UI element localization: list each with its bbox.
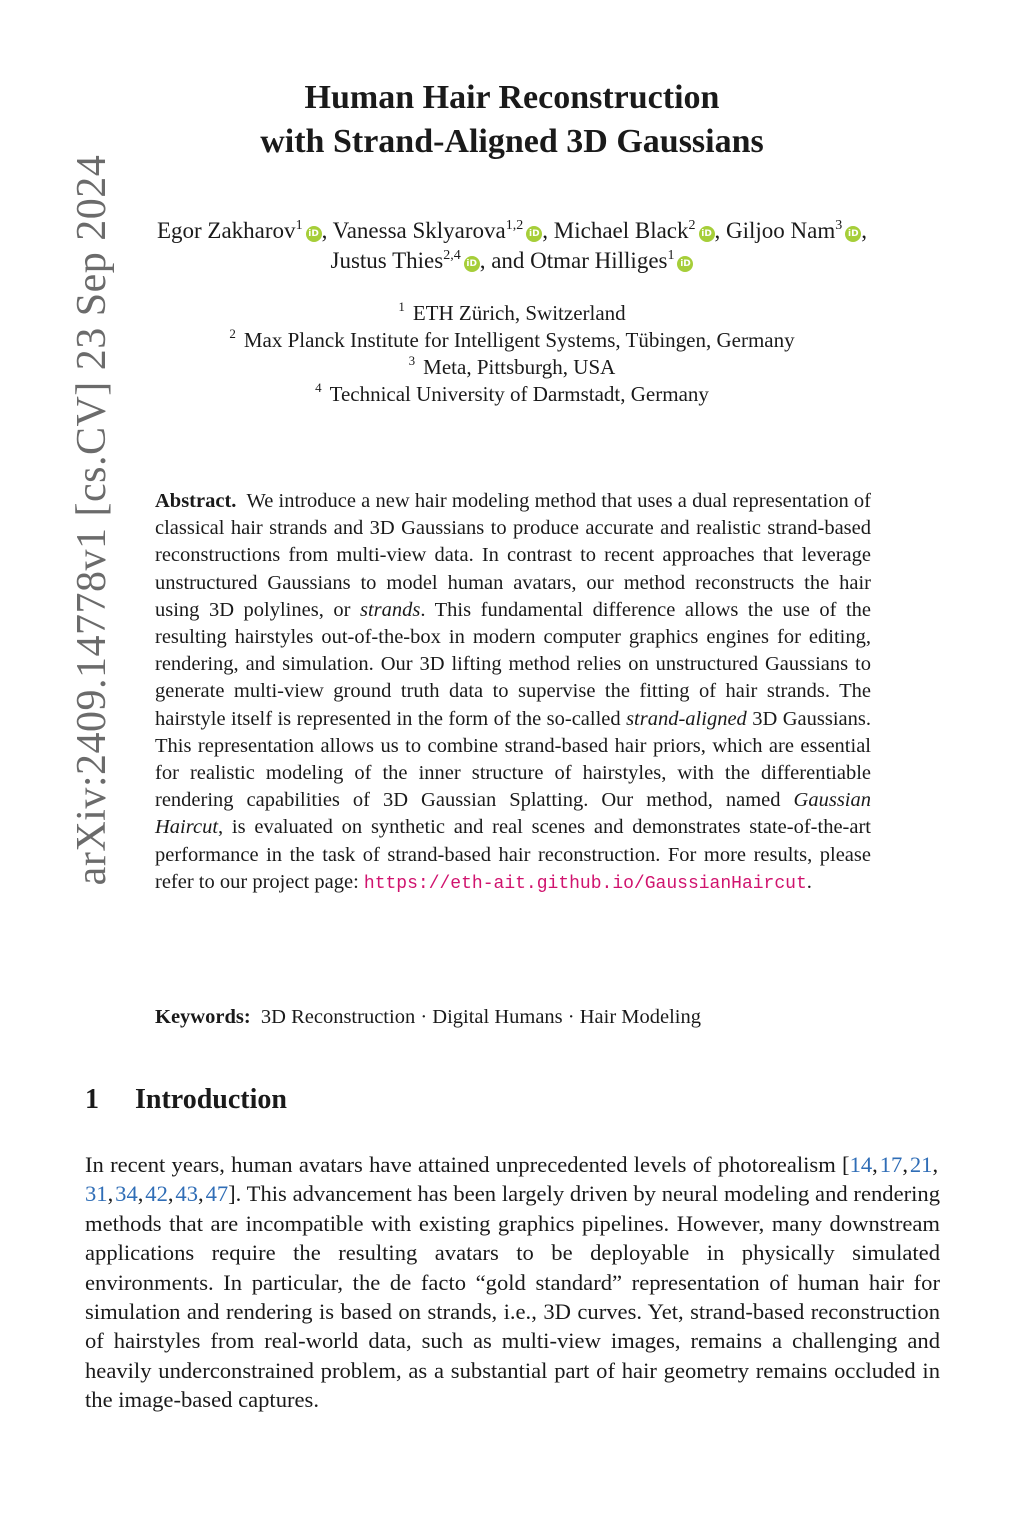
author-affil-sup: 2,4 [443,248,461,263]
section-heading [85,1082,945,1118]
abstract-text: , is evaluated on synthetic and real scenes and demonstrates state-of-the-art performance in the task of strand-based hair reconstruction. For more results, please refer to our project page: [155,816,871,893]
intro-text: In recent years, human avatars have attained unprecedented levels of photorealism [ [85,1152,850,1177]
author-separator: , [861,218,868,243]
project-page-link[interactable]: https://eth-ait.github.io/GaussianHaircut [363,873,807,894]
abstract-text: 3D Gaussians. This representation allows us to combine strand-based hair priors, which are essential for realistic modeling of the inner structure of hairstyles, with the differentiable rendering capabilities of 3D Gaussian Splatting. Our method, named [155,707,871,812]
affiliation-text: ETH Zürich, Switzerland [412,301,626,325]
section-number: 1 [85,1084,99,1115]
keywords [155,1004,871,1031]
affiliation [0,354,1024,381]
author-separator: , [321,218,333,243]
affiliation [0,381,1024,408]
orcid-icon[interactable]: iD [845,226,861,242]
title-line-2: with Strand-Aligned 3D Gaussians [260,123,764,160]
author-separator: , [714,218,727,243]
author-line-2 [0,246,1024,276]
affiliation-number: 3 [408,353,416,368]
affiliation-text: Max Planck Institute for Intelligent Systems, Tübingen, Germany [243,328,795,352]
citation-link[interactable]: 14 [849,1152,873,1177]
abstract [155,488,871,898]
paper-title [0,76,1024,164]
title-line-1: Human Hair Reconstruction [304,79,720,116]
orcid-icon[interactable]: iD [677,256,693,272]
author-name: Giljoo Nam [726,218,836,243]
citation-link[interactable]: 42 [145,1181,168,1207]
affiliation [0,327,1024,354]
affiliation-text: Meta, Pittsburgh, USA [423,355,616,379]
orcid-icon[interactable]: iD [306,226,322,242]
author-affil-sup: 2 [688,218,696,233]
author-name: and Otmar Hilliges [491,248,668,273]
affiliation-text: Technical University of Darmstadt, Germany [329,382,709,406]
abstract-end: . [806,870,812,893]
author-separator: , [542,218,554,243]
keywords-text: 3D Reconstruction · Digital Humans · Hair Modeling [260,1006,702,1028]
abstract-text: . This fundamental difference allows the use of the resulting hairstyles out-of-the-box in modern computer graphics engines for editing, rendering, and simulation. Our 3D lifting method relies on unstructured Gaussians to generate multi-view ground truth data to supervise the fitting of hair strands. The hairstyle itself is represented in the form of the so-called [155,598,871,730]
arxiv-identifier: arXiv:2409.14778v1 [cs.CV] 23 Sep 2024 [69,154,115,886]
intro-paragraph: In recent years, human avatars have attained unprecedented levels of photorealism [14, 17, 21, 31, 34, 42, 43, 47]. This advancement has been largely driven by neural modeling and rendering methods that are incompatible with existing graphics pipelines. However, many downstream applications require the resulting avatars to be deployable in physically simulated environments. In particular, the de facto “gold standard” representation of human hair for simulation and rendering is based on strands, i.e., 3D curves. Yet, strand-based reconstruction of hairstyles from real-world data, such as multi-view images, remains a challenging and heavily underconstrained problem, as a substantial part of hair geometry remains occluded in the image-based captures. [85,1152,940,1413]
citation-link[interactable]: 43 [175,1181,199,1207]
affiliation-number: 2 [229,326,236,341]
abstract-text: We introduce a new hair modeling method that uses a dual representation of classical hair strands and 3D Gaussians to produce accurate and realistic strand-based reconstructions from multi-view data. In contrast to recent approaches that leverage unstructured Gaussians to model human avatars, our method reconstructs the hair using 3D polylines, or [155,490,871,621]
author-affil-sup: 1,2 [505,218,524,233]
citation-link[interactable]: 47 [205,1181,229,1207]
abstract-emphasis: strands [359,598,421,621]
author-affil-sup: 3 [835,218,843,233]
citation-link[interactable]: 34 [115,1181,138,1207]
abstract-emphasis: Gaussian Haircut [155,789,871,839]
author-name: Justus Thies [330,248,444,273]
author-list [0,216,1024,276]
author-affil-sup: 1 [295,218,303,233]
intro-text: ]. This advancement has been largely driven by neural modeling and rendering methods that are incompatible with existing graphics pipelines. However, many downstream applications require the resulting avatars to be deployable in physically simulated environments. In particular, the de facto “gold standard” representation of human hair for simulation and rendering is based on strands, i.e., 3D curves. Yet, strand-based reconstruction of hairstyles from real-world data, such as multi-view images, remains a challenging and heavily underconstrained problem, as a substantial part of hair geometry remains occluded in the image-based captures. [85,1181,940,1413]
section-title: Introduction [135,1084,287,1115]
citation-link[interactable]: 17 [879,1152,903,1177]
keywords-label: Keywords: [155,1006,251,1028]
orcid-icon[interactable]: iD [699,226,715,242]
affiliation-number: 4 [315,380,322,395]
affiliation-list [0,300,1024,408]
affiliation [0,300,1024,327]
author-name: Egor Zakharov [156,218,296,243]
orcid-icon[interactable]: iD [464,256,480,272]
abstract-label: Abstract. [155,490,237,512]
author-name: Michael Black [553,218,689,243]
author-affil-sup: 1 [667,248,675,263]
affiliation-number: 1 [398,299,405,314]
author-line-1 [0,216,1024,246]
author-name: Vanessa Sklyarova [332,218,506,243]
orcid-icon[interactable]: iD [526,226,542,242]
author-separator: , [479,248,492,273]
citation-link[interactable]: 31 [85,1181,108,1207]
citation-link[interactable]: 21 [909,1152,933,1177]
abstract-emphasis: strand-aligned [626,707,747,730]
